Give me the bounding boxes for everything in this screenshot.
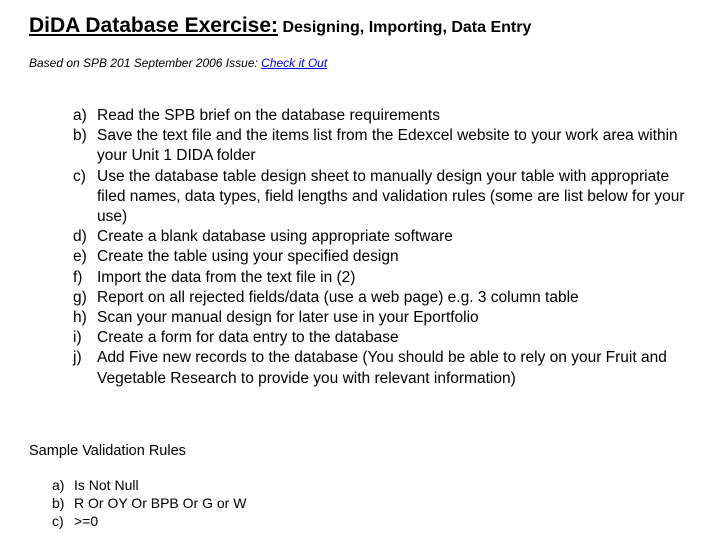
task-item: [73, 288, 688, 308]
task-marker: d): [73, 228, 87, 246]
task-text: Create the table using your specified design: [97, 248, 399, 266]
title-main: DiDA Database Exercise:: [29, 14, 279, 37]
rule-marker: b): [52, 495, 65, 511]
task-marker: i): [73, 329, 82, 347]
check-it-out-link[interactable]: Check it Out: [261, 56, 328, 70]
task-item: [73, 308, 688, 328]
task-item: [73, 268, 688, 288]
task-text: Use the database table design sheet to manually design your table with appropriate filed names, data types, field lengths and validation rules (some are list below for your use): [97, 167, 685, 226]
task-text: Create a blank database using appropriate software: [97, 228, 453, 246]
title-subtitle: Designing, Importing, Data Entry: [278, 19, 532, 36]
page-title: [29, 7, 531, 42]
task-item: [73, 247, 688, 267]
rule-text: >=0: [74, 513, 99, 529]
task-marker: c): [73, 167, 86, 185]
rule-marker: a): [52, 477, 65, 493]
rule-marker: c): [52, 513, 64, 529]
task-list: [73, 106, 688, 389]
task-item: [73, 106, 688, 126]
task-marker: g): [73, 288, 87, 306]
validation-rules-heading: Sample Validation Rules: [29, 443, 186, 459]
task-text: Add Five new records to the database (You should be able to rely on your Fruit and Vegetable Research to provide you with relevant information): [97, 349, 667, 387]
source-line: [29, 54, 327, 72]
task-text: Read the SPB brief on the database requirements: [97, 107, 440, 124]
rule-item: [52, 476, 246, 494]
task-item: [73, 126, 688, 166]
source-text: Based on SPB 201 September 2006 Issue:: [29, 56, 262, 70]
task-text: Report on all rejected fields/data (use a web page) e.g. 3 column table: [97, 288, 579, 306]
task-text: Create a form for data entry to the database: [97, 329, 399, 347]
rule-item: [52, 512, 246, 530]
task-item: [73, 328, 688, 348]
task-marker: a): [73, 107, 87, 124]
task-item: [73, 167, 688, 228]
task-text: Import the data from the text file in (2): [97, 268, 356, 286]
task-marker: h): [73, 309, 87, 327]
task-item: [73, 227, 688, 247]
rule-item: [52, 494, 246, 512]
validation-rules-list: [52, 476, 246, 530]
task-marker: e): [73, 248, 87, 266]
task-text: Scan your manual design for later use in your Eportfolio: [97, 309, 479, 327]
task-marker: j): [73, 349, 82, 367]
task-item: [73, 348, 688, 388]
task-text: Save the text file and the items list from the Edexcel website to your work area within your Unit 1 DIDA folder: [97, 127, 678, 165]
task-marker: b): [73, 127, 87, 145]
task-marker: f): [73, 268, 83, 286]
rule-text: R Or OY Or BPB Or G or W: [74, 495, 247, 511]
rule-text: Is Not Null: [74, 477, 139, 493]
